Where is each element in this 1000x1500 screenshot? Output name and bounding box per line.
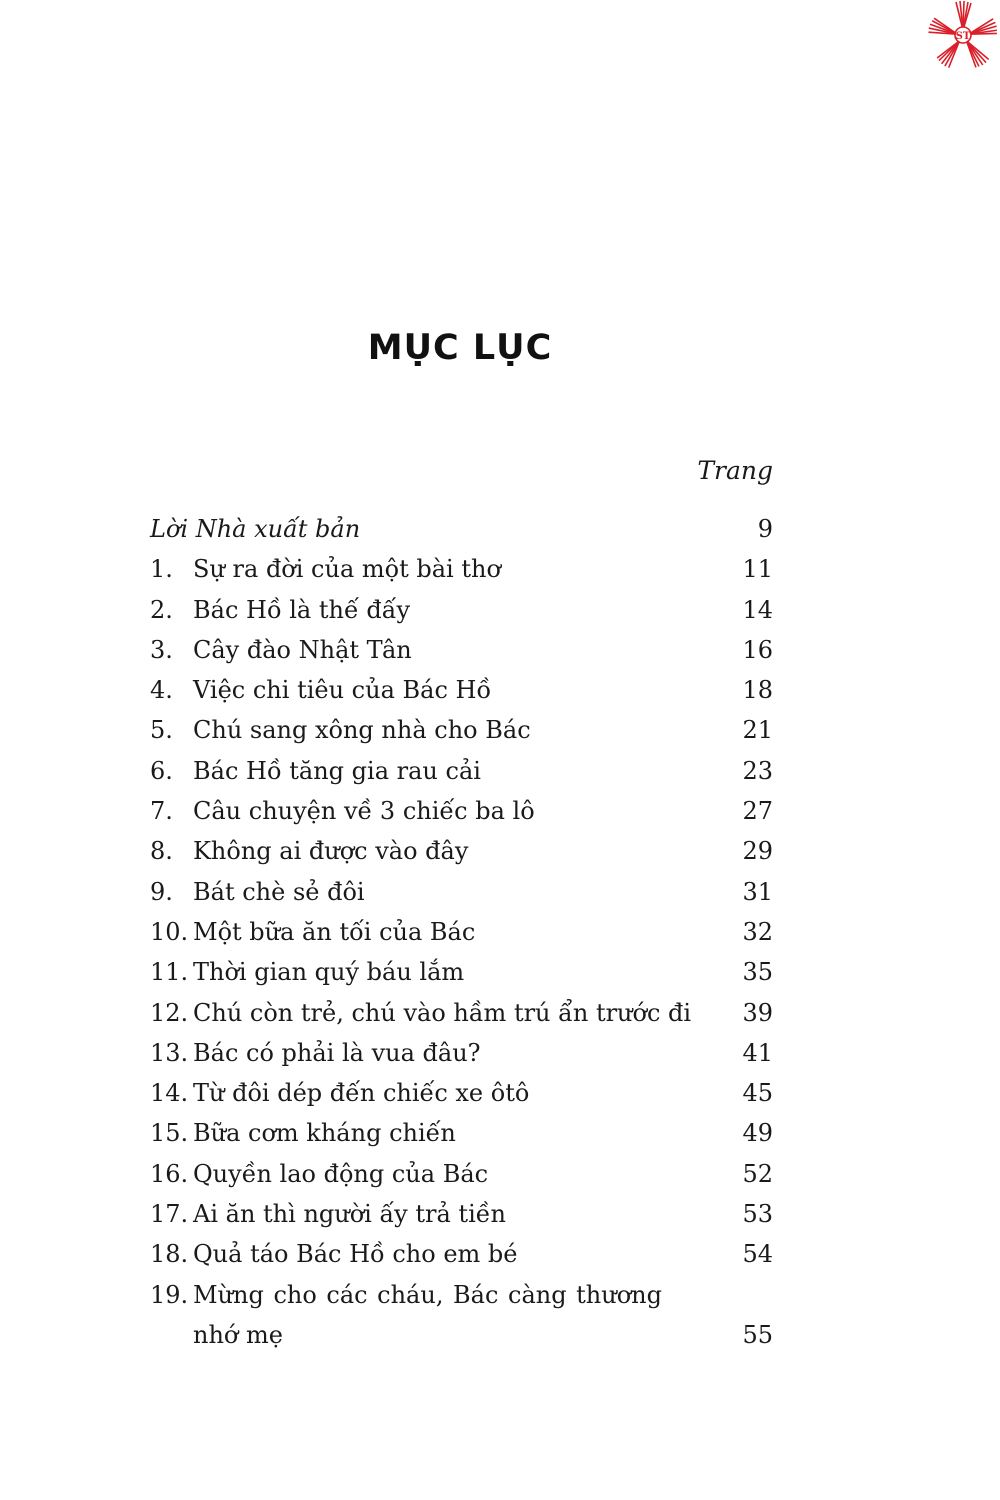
toc-entry-title-continued: nhớ mẹ — [193, 1320, 283, 1349]
toc-entry-number: 19. — [150, 1280, 189, 1309]
toc-entry-page: 31 — [742, 877, 773, 906]
toc-entry-title: Quả táo Bác Hồ cho em bé — [193, 1240, 518, 1269]
toc-entry-continuation[interactable] — [150, 1315, 773, 1355]
toc-entry-page: 32 — [742, 917, 773, 946]
toc-entry-page: 16 — [742, 635, 773, 664]
toc-entry[interactable] — [150, 1073, 773, 1113]
toc-entry-title: Thời gian quý báu lắm — [193, 958, 465, 987]
toc-entry[interactable] — [150, 1234, 773, 1274]
toc-entry[interactable] — [150, 952, 773, 992]
toc-entry-page: 35 — [742, 958, 773, 987]
toc-entry-number: 4. — [150, 676, 173, 705]
toc-entry-title: Bác có phải là vua đâu? — [193, 1038, 481, 1067]
toc-entry-page: 55 — [742, 1320, 773, 1349]
toc-entry-page: 23 — [742, 756, 773, 785]
toc-entry-page: 18 — [742, 676, 773, 705]
toc-entry-title: Mừng cho các cháu, Bác càng thương — [193, 1280, 662, 1309]
toc-entry-number: 1. — [150, 555, 173, 584]
toc-entry-number: 18. — [150, 1240, 189, 1269]
toc-entry[interactable] — [150, 831, 773, 871]
publisher-logo — [926, 0, 1000, 72]
toc-entry-page: 9 — [757, 515, 773, 543]
toc-entry-number: 2. — [150, 595, 173, 624]
toc-entry-title: Câu chuyện về 3 chiếc ba lô — [193, 797, 535, 826]
toc-entry[interactable] — [150, 1113, 773, 1153]
toc-entry[interactable] — [150, 872, 773, 912]
toc-entry-title: Cây đào Nhật Tân — [193, 635, 412, 664]
toc-entry-title: Quyền lao động của Bác — [193, 1159, 489, 1188]
toc-entry-page: 49 — [742, 1119, 773, 1148]
toc-entry-page: 52 — [742, 1159, 773, 1188]
toc-entry-page: 39 — [742, 998, 773, 1027]
toc-entry-page: 27 — [742, 797, 773, 826]
toc-entry-number: 10. — [150, 917, 189, 946]
svg-text:ST: ST — [955, 31, 971, 42]
toc-entry[interactable] — [150, 791, 773, 831]
toc-intro[interactable] — [150, 509, 773, 549]
toc-entry[interactable] — [150, 912, 773, 952]
toc-entry-title: Ai ăn thì người ấy trả tiền — [193, 1200, 506, 1229]
toc-entry-number: 16. — [150, 1159, 189, 1188]
toc-entry-title: Chú còn trẻ, chú vào hầm trú ẩn trước đi — [193, 998, 692, 1027]
toc-entry-page: 14 — [742, 595, 773, 624]
toc-entry-title: Bác Hồ là thế đấy — [193, 595, 410, 624]
toc-entry-number: 11. — [150, 958, 189, 987]
toc-entry-page: 54 — [742, 1240, 773, 1269]
toc-entry-number: 5. — [150, 716, 173, 745]
toc-entry-number: 14. — [150, 1079, 189, 1108]
page-title: MỤC LỤC — [367, 328, 553, 368]
toc-entry[interactable] — [150, 710, 773, 750]
toc-entry[interactable] — [150, 993, 773, 1033]
toc-entry-number: 9. — [150, 877, 173, 906]
toc-entry-number: 17. — [150, 1200, 189, 1229]
toc-entry[interactable] — [150, 1154, 773, 1194]
toc-entry[interactable] — [150, 1194, 773, 1234]
toc-entry[interactable] — [150, 670, 773, 710]
toc-entry-title: Lời Nhà xuất bản — [150, 515, 361, 543]
toc-entry[interactable] — [150, 630, 773, 670]
toc-entry-number: 12. — [150, 998, 189, 1027]
toc-entry-title: Một bữa ăn tối của Bác — [193, 917, 476, 946]
toc-entry-number: 8. — [150, 837, 173, 866]
toc-entry-page: 29 — [742, 837, 773, 866]
toc-entry-title: Bát chè sẻ đôi — [193, 877, 365, 906]
toc-entry-page: 11 — [742, 555, 773, 584]
toc-entry-number: 3. — [150, 635, 173, 664]
toc-entry-title: Bữa cơm kháng chiến — [193, 1119, 456, 1148]
toc-entry[interactable] — [150, 1275, 773, 1315]
toc-entry[interactable] — [150, 549, 773, 589]
toc-entry-number: 15. — [150, 1119, 189, 1148]
toc-entry-title: Sự ra đời của một bài thơ — [193, 555, 501, 584]
toc-entry-title: Bác Hồ tăng gia rau cải — [193, 756, 481, 785]
toc-entry-page: 53 — [742, 1200, 773, 1229]
toc-entry-title: Không ai được vào đây — [193, 837, 469, 866]
toc-entry-number: 13. — [150, 1038, 189, 1067]
page-column-label: Trang — [697, 456, 773, 485]
toc-entry-page: 41 — [742, 1038, 773, 1067]
toc-entry-title: Từ đôi dép đến chiếc xe ôtô — [193, 1079, 530, 1108]
toc-entry-number: 7. — [150, 797, 173, 826]
toc-entry[interactable] — [150, 1033, 773, 1073]
toc-entry-title: Việc chi tiêu của Bác Hồ — [193, 676, 492, 705]
toc-entry[interactable] — [150, 590, 773, 630]
toc-entry-page: 21 — [742, 716, 773, 745]
table-of-contents — [150, 509, 773, 1355]
toc-entry-title: Chú sang xông nhà cho Bác — [193, 716, 531, 745]
toc-entry-page: 45 — [742, 1079, 773, 1108]
toc-entry[interactable] — [150, 751, 773, 791]
toc-entry-number: 6. — [150, 756, 173, 785]
